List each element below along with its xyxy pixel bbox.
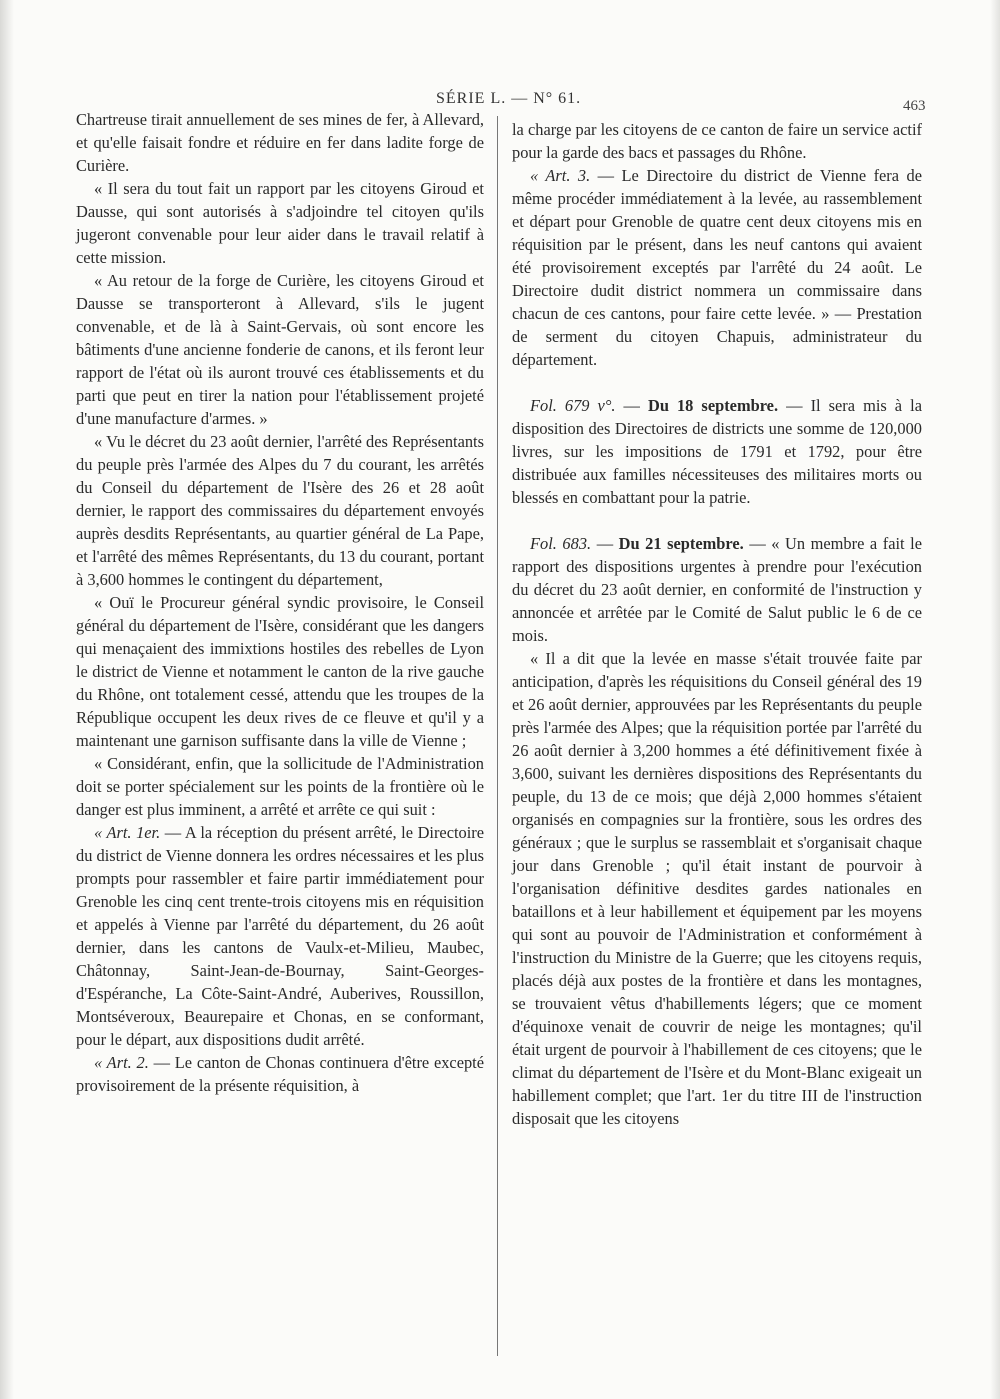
article-1-label: « Art. 1er. bbox=[94, 823, 161, 842]
page-edge-shadow-left bbox=[0, 0, 14, 1399]
section-gap bbox=[512, 371, 922, 394]
article-2 bbox=[76, 1051, 484, 1097]
article-2-label: « Art. 2. bbox=[94, 1053, 149, 1072]
left-paragraph: Chartreuse tirait annuellement de ses mines de fer, à Allevard, et qu'elle faisait fondre et réduire en fer dans ladite forge de Curière. bbox=[76, 110, 484, 175]
folio-683-text: — « Un membre a fait le rapport des dispositions urgentes à prendre pour l'exécution du décret du 23 août dernier, en conformité de l'instruction y annoncée et arrêtée par le Comité de Salut public le 6 de ce mois. bbox=[512, 534, 923, 645]
article-2-text: — Le canton de Chonas continuera d'être excepté provisoirement de la présente réquisition, à bbox=[76, 1053, 485, 1095]
article-3-text: — Le Directoire du district de Vienne fera de même procéder immédiatement à la levée, au rassemblement et départ pour Grenoble de quatre cent deux citoyens mis en réquisition par le présent, dans les neuf cantons qui avaient été provisoirement exceptés par l'arrêté du 24 août. Le Directoire dudit district nommera un commissaire dans chacun de ces cantons, pour faire cette levée. » — Prestation de serment du citoyen Chapuis, administrateur du département. bbox=[512, 166, 922, 369]
section-gap bbox=[512, 509, 922, 532]
running-head: SÉRIE L. — N° 61. bbox=[436, 90, 582, 107]
folio-679-text: — Il sera mis à la disposition des Directoires de districts une somme de 120,000 livres, sur les impositions de 1791 et 1792, pour être distribuée aux familles nécessiteuses des militaires morts ou blessés en combattant pour la patrie. bbox=[512, 396, 922, 507]
column-divider bbox=[497, 116, 498, 1356]
left-paragraph: « Ouï le Procureur général syndic provisoire, le Conseil général du département de l'Isère, considérant que les dangers qui menaçaient des immixtions hostiles des rebelles de Lyon le district de Vienne et notamment le canton de la rive gauche du Rhône, ont totalement cessé, attendu que les troupes de la République occupent les deux rives de ce fleuve et qu'il y a maintenant une garnison suffisante dans la ville de Vienne ; bbox=[76, 593, 484, 750]
article-3-label: « Art. 3. bbox=[530, 166, 591, 185]
article-3 bbox=[512, 164, 922, 371]
folio-683-ref: Fol. 683. bbox=[530, 534, 592, 553]
folio-679-entry: Fol. 679 v°. — Du 18 septembre. — Il sera mis à la disposition des Directoires de districts une somme de 120,000 livres, sur les impositions de 1791 et 1792, pour être distribuée aux familles nécessiteuses des militaires morts ou blessés en combattant pour la patrie. bbox=[512, 396, 922, 507]
left-column bbox=[76, 108, 484, 1097]
left-paragraph: « Vu le décret du 23 août dernier, l'arrêté des Représentants du peuple près l'armée des Alpes du 7 du courant, les arrêtés du Conseil du département de l'Isère des 26 et 28 août dernier, le rapport des commissaires du département envoyés auprès desdits Représentants, au quartier général de La Pape, et l'arrêté des mêmes Représentants, du 13 du courant, portant à 3,600 hommes le contingent du département, bbox=[76, 432, 484, 589]
folio-683-date: Du 21 septembre. bbox=[618, 534, 744, 553]
left-paragraph: « Considérant, enfin, que la sollicitude de l'Administration doit se porter spécialement sur les points de la frontière où le danger est plus imminent, a arrêté et arrête ce qui suit : bbox=[76, 754, 484, 819]
article-1-text: — A la réception du présent arrêté, le Directoire du district de Vienne donnera les ordres nécessaires et les plus prompts pour rassembler et faire partir immédiatement pour Grenoble les cinq cent trente-trois citoyens mis en réquisition et appelés à Vienne par l'arrêté du département, du 26 août dernier, dans les cantons de Vaulx-et-Milieu, Maubec, Châtonnay, Saint-Jean-de-Bournay, Saint-Georges-d'Espéranche, La Côte-Saint-André, Auberives, Roussillon, Montséveroux, Beaurepaire et Chonas, en se conformant, pour le départ, aux dispositions dudit arrêté. bbox=[76, 823, 485, 1049]
left-paragraph: « Il sera du tout fait un rapport par les citoyens Giroud et Dausse, qui sont autorisés à s'adjoindre tel citoyen qu'ils jugeront convenable pour leur aider dans le travail relatif à cette mission. bbox=[76, 179, 484, 267]
right-column bbox=[512, 118, 922, 1130]
page-edge-shadow-right bbox=[990, 0, 1000, 1399]
right-paragraph: la charge par les citoyens de ce canton de faire un service actif pour la garde des bacs et passages du Rhône. bbox=[512, 120, 922, 162]
folio-679-ref: Fol. 679 v°. bbox=[530, 396, 616, 415]
right-paragraph: « Il a dit que la levée en masse s'était trouvée faite par anticipation, d'après les réquisitions du Conseil général des 19 et 26 août dernier, approuvées par les Représentants du peuple près l'armée des Alpes; que la réquisition portée par l'arrêté du 26 août dernier à 3,200 hommes a été définitivement fixée à 3,600, suivant les dernières dispositions des Représentants du peuple, du 13 de ce mois; que déjà 2,000 hommes s'étaient organisés en compagnies sur la frontière, sous les ordres des généraux ; que le surplus se rassemblait et s'organisait chaque jour dans Grenoble ; qu'il était instant de pourvoir à l'organisation définitive desdites gardes nationales en bataillons et à leur habillement et équipement par les moyens qui sont au pouvoir de l'Administration et conformément à l'instruction du Ministre de la Guerre; que les citoyens requis, placés déjà aux postes de la frontière et dans les montagnes, se trouvaient vêtus d'habillements légers; que ce moment d'équinoxe venait de couvrir de neige les montagnes; qu'il était urgent de pourvoir à l'habillement de ces citoyens; que le climat du département de l'Isère et du Mont-Blanc exigeait un habillement complet; que l'art. 1er du titre III de l'instruction disposait que les citoyens bbox=[512, 649, 922, 1128]
folio-679-date: Du 18 septembre. bbox=[647, 396, 779, 415]
page-number: 463 bbox=[903, 98, 926, 114]
article-1 bbox=[76, 821, 484, 1051]
folio-683-entry: Fol. 683. — Du 21 septembre. — « Un membre a fait le rapport des dispositions urgentes à prendre pour l'exécution du décret du 23 août dernier, en conformité de l'instruction y annoncée et arrêtée par le Comité de Salut public le 6 de ce mois. bbox=[512, 534, 923, 645]
left-paragraph: « Au retour de la forge de Curière, les citoyens Giroud et Dausse se transporteront à Allevard, s'ils le jugent convenable, et de là à Saint-Gervais, où sont encore les bâtiments d'une ancienne fonderie de canons, et ils feront leur rapport de l'état où ils auront trouvé ces établissements et du parti que peut en tirer la nation pour l'établissement projeté d'une manufacture d'armes. » bbox=[76, 271, 484, 428]
